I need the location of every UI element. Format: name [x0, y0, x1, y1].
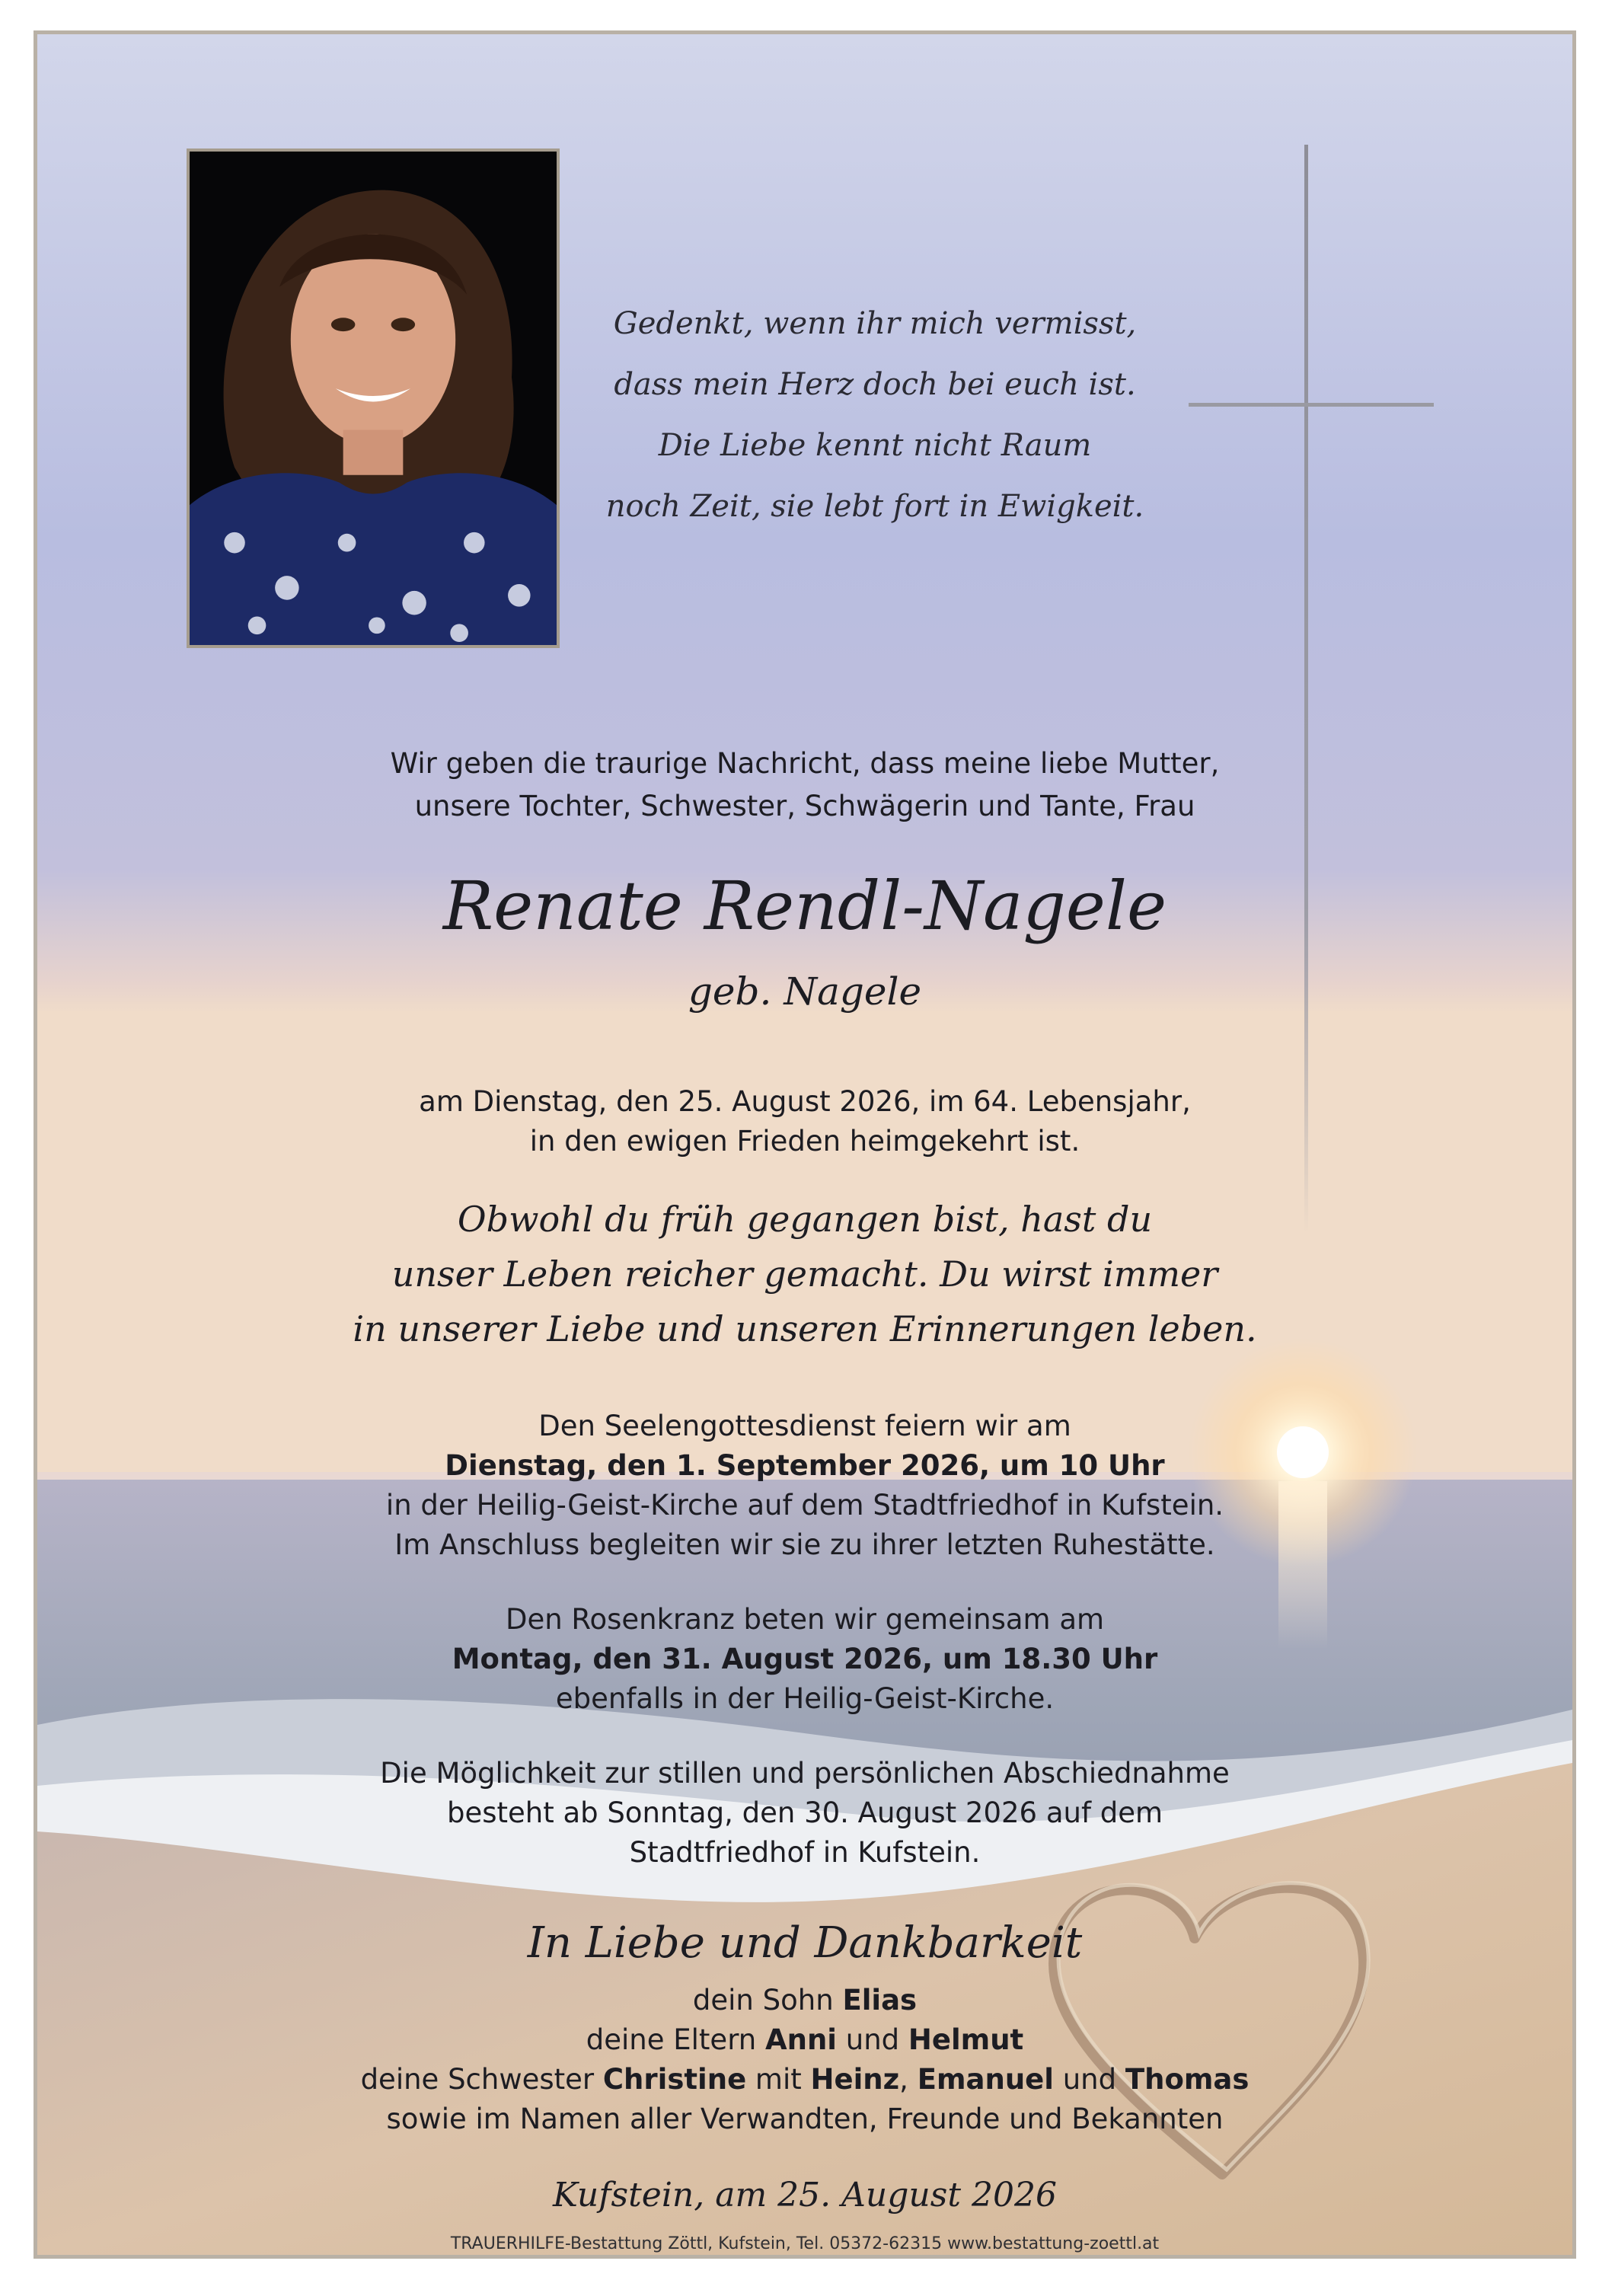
- sister-name: Christine: [602, 2063, 747, 2096]
- funeral-home-footer: TRAUERHILFE-Bestattung Zöttl, Kufstein, Tel. 05372-62315 www.bestattung-zoettl.at: [450, 2234, 1160, 2253]
- farewell-line: Stadtfriedhof in Kufstein.: [629, 1836, 981, 1869]
- farewell-line: besteht ab Sonntag, den 30. August 2026 auf dem: [446, 1796, 1163, 1829]
- portrait-photo: [187, 148, 560, 648]
- death-notice-line: am Dienstag, den 25. August 2026, im 64. Lebensjahr,: [419, 1085, 1191, 1118]
- quote-line: unser Leben reicher gemacht. Du wirst immer: [391, 1253, 1218, 1295]
- memorial-verse: [570, 293, 1179, 537]
- death-notice-line: in den ewigen Frieden heimgekehrt ist.: [529, 1125, 1080, 1158]
- mass-followup: Im Anschluss begleiten wir sie zu ihrer letzten Ruhestätte.: [394, 1528, 1215, 1561]
- quote-line: Obwohl du früh gegangen bist, hast du: [457, 1199, 1153, 1240]
- verse-line: Gedenkt, wenn ihr mich vermisst,: [613, 306, 1137, 341]
- relative-name: Heinz: [810, 2063, 900, 2096]
- intro-line: Wir geben die traurige Nachricht, dass meine liebe Mutter,: [390, 747, 1220, 780]
- mass-info: [37, 1407, 1572, 1565]
- intro-text: [37, 742, 1572, 828]
- mass-intro: Den Seelengottesdienst feiern wir am: [538, 1410, 1071, 1442]
- relative-name: Emanuel: [917, 2063, 1054, 2096]
- mourner-parents: [37, 2020, 1572, 2060]
- relative-name: Thomas: [1125, 2063, 1250, 2096]
- son-name: Elias: [842, 1984, 918, 2017]
- memorial-quote: [37, 1192, 1572, 1356]
- place-and-date: Kufstein, am 25. August 2026: [553, 2176, 1057, 2215]
- conjunction: und: [836, 2023, 908, 2056]
- farewell-info: [37, 1754, 1572, 1873]
- rosary-info: [37, 1600, 1572, 1719]
- deceased-name: Renate Rendl-Nagele: [442, 867, 1167, 945]
- son-prefix: dein Sohn: [692, 1984, 843, 2017]
- verse-line: noch Zeit, sie lebt fort in Ewigkeit.: [605, 489, 1144, 524]
- conjunction: mit: [746, 2063, 811, 2096]
- mourner-son: [37, 1981, 1572, 2020]
- farewell-line: Die Möglichkeit zur stillen und persönlichen Abschiednahme: [380, 1757, 1230, 1790]
- mourner-sister: [37, 2060, 1572, 2100]
- mourners-heading: In Liebe und Dankbarkeit: [527, 1918, 1083, 1968]
- birth-name: geb. Nagele: [688, 969, 922, 1014]
- conjunction: und: [1053, 2063, 1125, 2096]
- sister-prefix: deine Schwester: [360, 2063, 603, 2096]
- cross-icon: [1304, 145, 1308, 1234]
- parents-prefix: deine Eltern: [586, 2023, 765, 2056]
- mourners-list: [37, 1981, 1572, 2139]
- obituary-card: [34, 30, 1576, 2259]
- mourner-relatives: sowie im Namen aller Verwandten, Freunde und Bekannten: [386, 2103, 1224, 2135]
- verse-line: Die Liebe kennt nicht Raum: [658, 428, 1092, 463]
- intro-line: unsere Tochter, Schwester, Schwägerin und Tante, Frau: [414, 790, 1195, 822]
- rosary-location: ebenfalls in der Heilig-Geist-Kirche.: [555, 1682, 1055, 1715]
- mass-location: in der Heilig-Geist-Kirche auf dem Stadtfriedhof in Kufstein.: [385, 1489, 1224, 1522]
- parent-name: Anni: [764, 2023, 837, 2056]
- parent-name: Helmut: [908, 2023, 1024, 2056]
- rosary-datetime: Montag, den 31. August 2026, um 18.30 Uhr: [452, 1643, 1158, 1675]
- quote-line: in unserer Liebe und unseren Erinnerungen leben.: [353, 1308, 1257, 1349]
- cross-icon-bar: [1189, 403, 1434, 407]
- verse-line: dass mein Herz doch bei euch ist.: [614, 367, 1136, 402]
- death-notice: [37, 1082, 1572, 1161]
- mass-datetime: Dienstag, den 1. September 2026, um 10 Uhr: [445, 1449, 1165, 1482]
- separator: ,: [899, 2063, 918, 2096]
- rosary-intro: Den Rosenkranz beten wir gemeinsam am: [505, 1603, 1105, 1636]
